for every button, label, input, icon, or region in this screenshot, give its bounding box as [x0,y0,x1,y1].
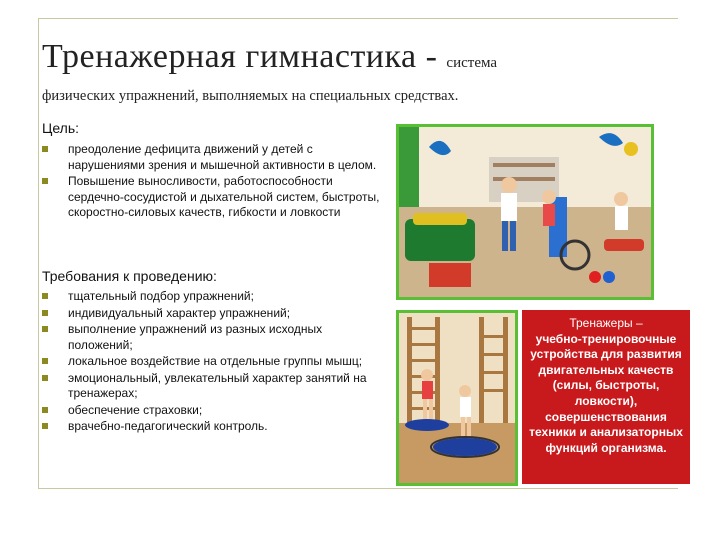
trampoline-photo [396,310,518,486]
list-item: обеспечение страховки; [42,403,372,419]
bullet-icon [42,407,48,413]
requirements-heading: Требования к проведению: [42,268,217,284]
list-item: индивидуальный характер упражнений; [42,306,372,322]
title-line-2: физических упражнений, выполняемых на специальных средствах. [42,88,459,104]
definition-term: Тренажеры – [569,316,643,330]
trampoline-photo-illustration [399,313,515,483]
decorative-top-line [38,18,678,19]
definition-text: учебно-тренировочные устройства для развития двигательных качеств (силы, быстроты, ловкости), совершенствования техники и анализаторных функций организма. [529,331,683,455]
bullet-icon [42,293,48,299]
gym-photo [396,124,654,300]
bullet-icon [42,310,48,316]
bullet-icon [42,178,48,184]
decorative-bottom-line [38,488,678,489]
trainers-definition-box [522,310,690,484]
list-item: Повышение выносливости, работоспособности сердечно-сосудистой и дыхательной систем, быстроты, скоростно-силовых качеств, гибкости и ловкости [42,174,382,221]
list-item: тщательный подбор упражнений; [42,289,372,305]
bullet-icon [42,146,48,152]
gym-photo-illustration [399,127,651,297]
list-item: врачебно-педагогический контроль. [42,419,372,435]
list-item: преодоление дефицита движений у детей с нарушениями зрения и мышечной активности в целом. [42,142,382,173]
slide-title [42,38,692,76]
bullet-icon [42,423,48,429]
title-tail: система [446,55,498,71]
decorative-vertical-line [38,18,39,488]
list-item: эмоциональный, увлекательный характер занятий на тренажерах; [42,371,372,402]
bullet-icon [42,358,48,364]
bullet-icon [42,326,48,332]
goal-list [42,142,382,222]
requirements-list [42,289,372,436]
bullet-icon [42,375,48,381]
goal-heading: Цель: [42,120,80,136]
title-main: Тренажерная гимнастика - [42,38,447,75]
list-item: локальное воздействие на отдельные группы мышц; [42,354,372,370]
list-item: выполнение упражнений из разных исходных положений; [42,322,372,353]
